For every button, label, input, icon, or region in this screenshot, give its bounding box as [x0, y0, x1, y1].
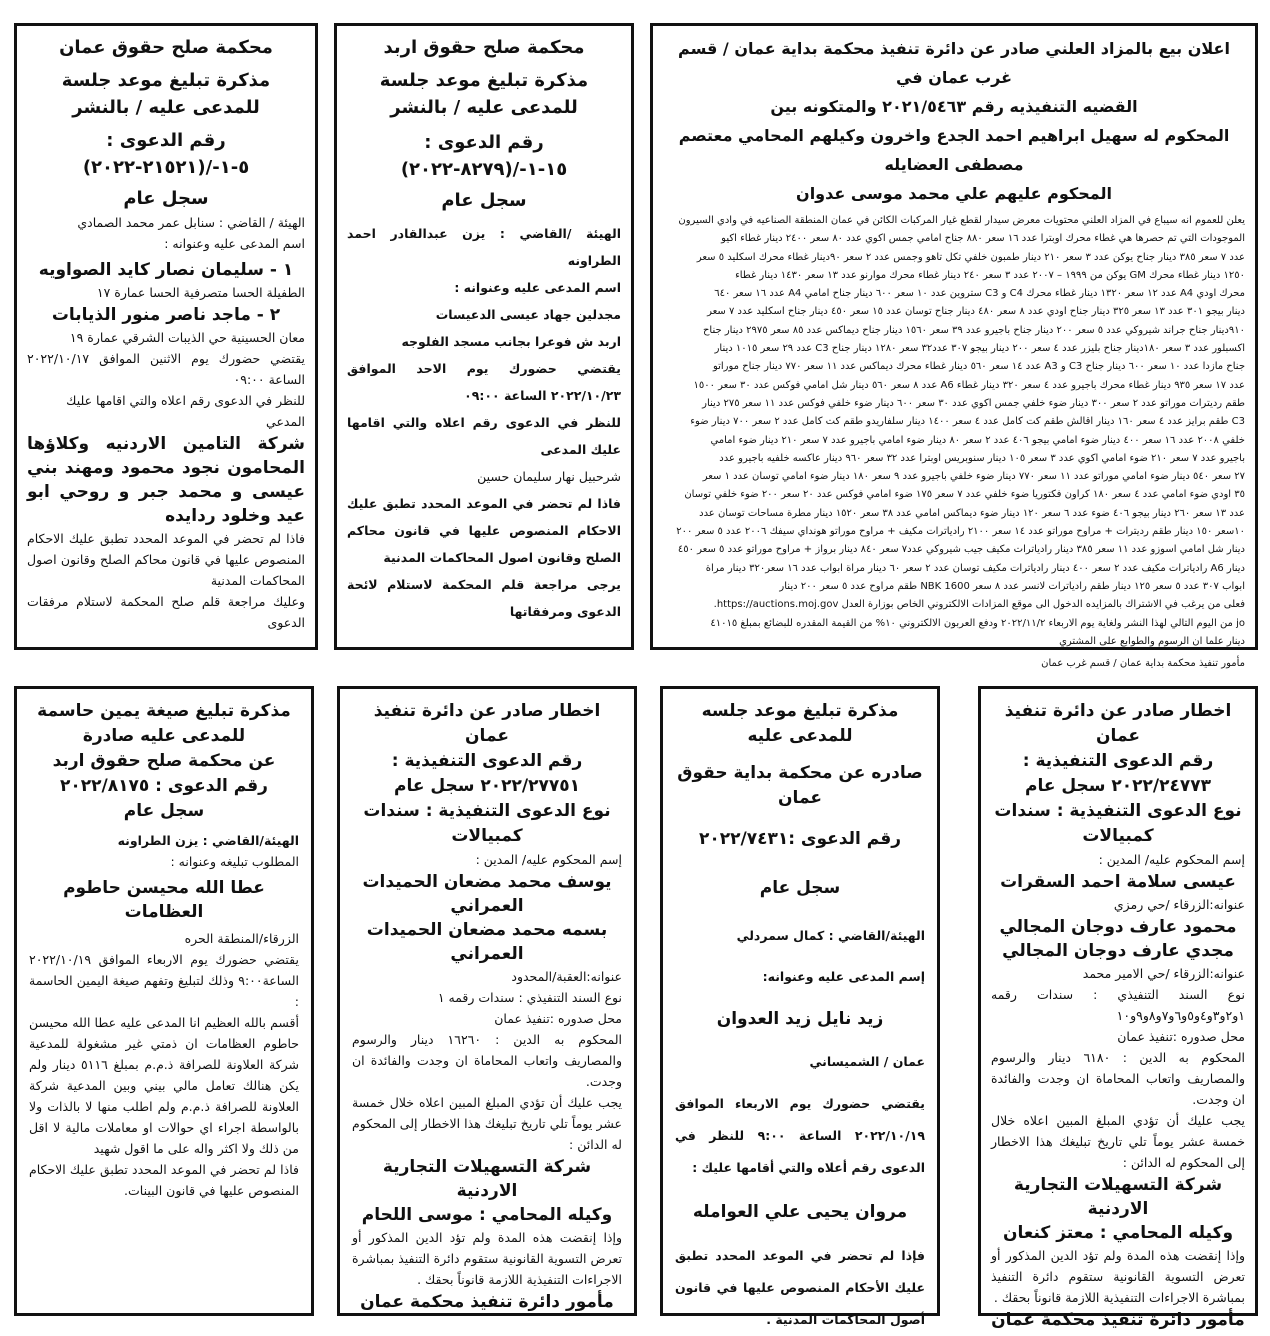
warning: فاذا لم تحضر في الموعد المحدد تطبق عليك الاحكام المنصوص عليها في قانون محاكم الصلح وقانون اصول المحاكمات المدنية	[27, 531, 305, 588]
auction-body-line: طقم رديترات موراتو عدد ٢ سعر ٣٠٠ دينار ضوء خلفي جمس اكوي عدد ٣٠ سعر ٦٠٠ دينار ضوء خلفي فوكس عدد ١١ سعر ٢٧٥ دينار	[702, 397, 1245, 409]
judge: الهيئة/القاضي : يزن الطراونه	[117, 833, 299, 848]
auction-body-line: خلفي ٢٠٠٨ عدد ١٦ سعر ٤٠٠ دينار ضوء امامي بيجو ٤٠٦ عدد ٢ سعر ٨٠ دينار ضوء امامي باجيرو عدد ٧ سعر ٢١٠ دينار ضوء امامي	[710, 434, 1245, 446]
auction-body-line: الموجودات التي تم حصرها هي غطاء محرك اوبترا عدد ١٦ سعر ٨٨٠ جناح امامي جمس اكوي عدد ٨٠ سعر ٢٤٠٠ دينار غطاء اكيو	[721, 233, 1245, 245]
review-note: يرجى مراجعة قلم المحكمة لاستلام لائحة الدعوى ومرفقاتها	[347, 577, 621, 619]
case-number: ٢٠٢٢/٢٧٧٥١ سجل عام	[393, 776, 581, 796]
debtor-address: عنوانه:الزرقاء /حي الامير محمد	[1082, 966, 1245, 981]
auction-title-line2: القضيه التنفيذيه رقم ٢٠٢١/٥٤٦٣ والمتكونه بين	[770, 97, 1138, 116]
case-number: رقم الدعوى : ٢٠٢٢/٨١٧٥	[60, 776, 268, 796]
warning: فاذا لم تحضر في الموعد المحدد تطبق عليك الاحكام المنصوص عليها في قانون محاكم الصلح وقانون اصول المحاكمات المدنية	[347, 496, 621, 565]
debtor-address: عنوانه:العقبة/المحدود	[511, 969, 622, 984]
amount: المحكوم به الدين : ٦١٨٠ دينار والرسوم والمصاريف واتعاب المحاماة ان وجدت والفائدة ان وجدت.	[991, 1050, 1245, 1107]
auction-body-line: ٩١٠دينار جناح جراند شيروكي عدد ٥ سعر ٢٠٠ دينار جناح باجيرو عدد ٣٩ سعر ١٥٦٠ دينار جناح ديماكس عدد ٨٥ سعر ٢٩٧٥ دينار جناح	[702, 324, 1245, 336]
plaintiff: شركة التامين الاردنيه وكلاؤها المحامون نجود محمود ومهند بني عيسى و محمد جبر و روحي ابو عيد وخلود ردايده	[27, 434, 305, 526]
registry: سجل عام	[759, 878, 841, 898]
warning: وإذا إنقضت هذه المدة ولم تؤد الدين المذكور أو تعرض التسوية القانونية ستقوم دائرة التنفيذ بمباشرة الاجراءات التنفيذية اللازمة قانوناً بحقك .	[352, 1230, 622, 1287]
defendant-2-address: معان الحسينية حي الذيبات الشرقي عمارة ١٩	[69, 330, 305, 345]
defendant-label: المطلوب تبليغه وعنوانه :	[170, 854, 299, 869]
warning: فاذا لم تحضر في الموعد المحدد تطبق عليك الاحكام المنصوص عليها في قانون البينات.	[29, 1162, 299, 1198]
auction-title-line1: اعلان بيع بالمزاد العلني صادر عن دائرة تنفيذ محكمة بداية عمان / قسم غرب عمان في	[678, 39, 1230, 87]
payment-instruction: يجب عليك أن تؤدي المبلغ المبين اعلاه خلال خمسة عشر يوماً تلي تاريخ تبليغك هذا الاخطار إلى المحكوم له الدائن :	[352, 1095, 622, 1152]
signature: مأمور دائرة تنفيذ محكمة عمان	[991, 1310, 1245, 1330]
plaintiff: شرحبيل نهار سليمان حسين	[477, 469, 621, 484]
auction-body-line: ٣٥ اودي ضوء امامي عدد ٤ سعر ١٨٠ كراون فكتوريا ضوء خلفي عدد ٧ سعر ١٧٥ ضوء امامي فوكس عدد ٢٠ سعر ٢٠٠ ضوء خلفي توسان	[684, 489, 1245, 501]
creditor-lawyer: وكيله المحامي : معتز كنعان	[1002, 1223, 1234, 1243]
oath-text: أقسم بالله العظيم انا المدعى عليه عطا الله محيسن حاطوم العظامات ان ذمتي غير مشغولة للمدعية شركة العلاونة للصرافة ذ.م.م بمبلغ ٥١١٦ دينار ولم يكن هنالك تعامل مالي بيني وبين المدعية شركة العلاونة للصرافة ذ.م.م ولم اطلب منها لا بالذات ولا بالواسطة اجراء اي حوالات او معاملات مالية لا اقل من ذلك ولا اكثر واله على ما اقول شهيد	[29, 1015, 299, 1156]
auction-body-line: C3 طقم برايز عدد ٤ سعر ١٦٠ دينار اقالش طقم كت كامل عدد ٤ سعر ١٤٠٠ دينار سلفاريدو طقم كت كامل عدد ٢ سعر ٧٠٠ دينار ضوء	[690, 416, 1245, 428]
court-name: محكمة صلح حقوق اربد	[383, 37, 585, 58]
debtor-label: إسم المحكوم عليه/ المدين :	[1098, 852, 1245, 867]
auction-body-line: دينار علما ان الرسوم والطوابع على المشتري	[1059, 635, 1245, 647]
execution-notice-24773	[978, 686, 1258, 1330]
defendant-name: عطا الله محيسن حاطوم العظامات	[63, 878, 265, 922]
defendant-1-address: الطفيلة الحسا متصرفية الحسا عمارة ١٧	[96, 285, 305, 300]
notice-title: مذكرة تبليغ صيغة يمين حاسمة للمدعى عليه صادرة	[37, 701, 291, 746]
defendant-label: إسم المدعى عليه وعنوانه:	[762, 969, 925, 984]
auction-body-line: jo من اليوم التالي لهذا النشر ولغاية يوم الاربعاء ٢٠٢٢/١١/٢ ودفع العربون الالكتروني ١٠% من القيمة المقدره للبضائع بمبلغ ٤١٠١٥	[710, 617, 1245, 629]
debtor-label: إسم المحكوم عليه/ المدين :	[475, 852, 622, 867]
session-notice-7431	[660, 686, 940, 1327]
debtor-name: يوسف محمد مضعان الحميدات العمراني	[362, 872, 612, 916]
auction-body-line: ابواب ٣٠٧ عدد ٥ سعر ١٢٥ دينار طقم رادياترات لانسر عدد ٨ سعر NBK 1600 طقم مراوح عدد ٥ سعر ٢٠٠ دينار	[779, 580, 1245, 592]
plaintiff: مروان يحيى علي العوامله	[692, 1202, 908, 1222]
auction-body-line: دينار A6 رادياترات مكيف عدد ٢ سعر ٤٠٠ دينار رادياترات مكيف توسان عدد ٢ سعر ٦٠ دينار مراة ابواب عدد ١٦ سعر٣٢٠ دينار مراة	[705, 562, 1245, 574]
auction-body-line: باجيرو عدد ٧ سعر ٢١٠ ضوء امامي اكوي عدد ٣ سعر ١٠٥ دينار سنوبريس اوبترا عدد ٣٢ سعر ٩٦٠ دينار عاكسه خلفيه باجيرو عدد	[719, 452, 1245, 464]
auction-body-line: ١٢٥٠ دينار غطاء محرك GM يوكن من ١٩٩٩ – ٢٠٠٧ عدد ٣ سعر ٢٤٠ دينار غطاء محرك موارنو عدد ١٣ سعر ١٤٣٠ دينار غطاء	[735, 269, 1245, 281]
issue-place: محل صدوره :تنفيذ عمان	[494, 1011, 622, 1026]
auction-title-line4: المحكوم عليهم علي محمد موسى عدوان	[796, 184, 1112, 203]
debtor-1-address: عنوانه:الزرقاء /حي رمزي	[1113, 897, 1245, 912]
issue-place: محل صدوره :تنفيذ عمان	[1117, 1029, 1245, 1044]
defendant-address: اربد ش فوعرا بجانب مسجد الفلوجه	[401, 334, 621, 349]
case-reference: للنظر في الدعوى رقم اعلاه والتي اقامها عليك المدعى	[347, 415, 621, 457]
review-note: وعليك مراجعة قلم صلح المحكمة لاستلام مرفقات الدعوى	[27, 594, 305, 630]
case-number: رقم الدعوى : ١٥-١-/(٨٢٧٩-٢٠٢٢)	[400, 132, 568, 180]
auction-body-line: ١٠سعر ١٥٠ دينار طقم رديترات + مراوح موراتو عدد ١٤ سعر ٢١٠٠ رادياترات مكيف + مراوح موراتو هونداي سيفك ٢٠٠٦ عدد ٥ سعر ٢٠٠	[676, 526, 1245, 538]
case-number: ٢٠٢٢/٢٤٧٧٣ سجل عام	[1024, 776, 1212, 796]
auction-body-line: اكسبلور عدد ٣ سعر ١٨٠دينار جناح بليزر عدد ٤ سعر ٢٠٠ دينار بيجو ٣٠٧ عدد٣٢ سعر ١٢٨٠ دينار جناح C3 عدد ٢٩ سعر ١٠١٥ دينار	[714, 343, 1245, 355]
case-type: نوع الدعوى التنفيذية : سندات كمبيالات	[994, 801, 1242, 846]
notice-title: مذكرة تبليغ موعد جلسة للمدعى عليه / بالنشر	[61, 70, 271, 118]
notice-title: مذكرة تبليغ موعد جلسه للمدعى عليه	[701, 701, 899, 746]
auction-body-line: عدد ١٧ سعر ٩٣٥ دينار غطاء محرك باجيرو عدد ٤ سعر ٣٢٠ دينار غطاء A6 عدد ٨ سعر ٥٦٠ دينار شل امامي فوكس عدد ٣٠ سعر ١٥٠٠	[693, 379, 1245, 391]
notice-title: اخطار صادر عن دائرة تنفيذ عمان	[373, 701, 601, 746]
attend-date: يقتضي حضورك يوم الاثنين الموافق ٢٠٢٢/١٠/١٧ الساعة ٠٩:٠٠	[27, 351, 305, 387]
defendant-2-name: ٢ - ماجد ناصر منور الذيابات	[51, 305, 281, 325]
auction-signature: مأمور تنفيذ محكمة بداية عمان / قسم غرب عمان	[1041, 658, 1245, 670]
issuer: عن محكمة صلح حقوق اربد	[52, 751, 276, 771]
irbid-session-notice	[334, 23, 634, 650]
attend-date: يقتضي حضورك يوم الاربعاء الموافق ٢٠٢٢/١٠/١٩ الساعة ٩:٠٠ للنظر في الدعوى رقم أعلاه والتي أقامها عليك :	[675, 1096, 926, 1175]
issuer: صادره عن محكمة بداية حقوق عمان	[677, 763, 923, 808]
execution-notice-27751	[337, 686, 637, 1316]
case-reference: للنظر في الدعوى رقم اعلاه والتي اقامها عليك المدعي	[66, 393, 305, 429]
case-label: رقم الدعوى التنفيذية :	[1022, 751, 1214, 771]
court-name: محكمة صلح حقوق عمان	[59, 37, 273, 58]
debtor-2-name: محمود عارف دوجان المجالي	[999, 917, 1237, 937]
defendant-label: اسم المدعى عليه وعنوانه :	[454, 280, 621, 295]
warning: وإذا إنقضت هذه المدة ولم تؤد الدين المذكور أو تعرض التسوية القانونية ستقوم دائرة التنفيذ بمباشرة الاجراءات التنفيذية اللازمة قانوناً بحقك .	[991, 1248, 1245, 1305]
warning: فإذا لم تحضر في الموعد المحدد تطبق عليك الأحكام المنصوص عليها في قانون أصول المحاكمات المدنية .	[675, 1248, 925, 1327]
auction-title-line3: المحكوم له سهيل ابراهيم احمد الجدع واخرون وكيلهم المحامي معتصم مصطفى العضايله	[678, 126, 1230, 174]
bond-type: نوع السند التنفيذي : سندات رقمه ١و٢و٣و٤و٥و٦و٧و٨و٩و١٠	[991, 987, 1245, 1023]
auction-body-line: ٢٧ سعر ٥٤٠ دينار ضوء امامي موراتو عدد ١١ سعر ٧٧٠ دينار ضوء خلفي باجيرو عدد ٩ سعر ١٨٠ دينار ضوء امامي توسان عدد ١ سعر	[702, 471, 1245, 483]
auction-body-line: فعلى من يرغب في الاشتراك بالمزايده الدخول الى موقع المزادات الالكتروني الخاص بوزارة العدل https://auctions.moj.gov.	[713, 599, 1245, 611]
defendant-label: اسم المدعى عليه وعنوانه :	[164, 236, 305, 251]
judge: الهيئة / القاضي : سنابل عمر محمد الصمادي	[77, 215, 305, 230]
auction-body	[663, 212, 1245, 651]
oath-notice-8175	[14, 686, 314, 1316]
defendant-1-name: ١ - سليمان نصار كايد الصواويه	[38, 260, 294, 280]
notice-title: مذكرة تبليغ موعد جلسة للمدعى عليه / بالنشر	[379, 70, 589, 118]
registry: سجل عام	[123, 801, 205, 821]
registry: سجل عام	[123, 188, 209, 209]
auction-body-line: عدد ١٣ سعر ٢٦٠ دينار بيجو ٤٠٦ ضوء عدد ٦ سعر ١٢٠ دينار ضوء ديماكس امامي عدد ٣٨ سعر ١٥٢٠ دينار مطرة مساحات توسان عدد	[699, 507, 1245, 519]
case-type: نوع الدعوى التنفيذية : سندات كمبيالات	[363, 801, 611, 846]
attend-date: يقتضي حضورك يوم الاحد الموافق ٢٠٢٢/١٠/٢٣ الساعة ٠٩:٠٠	[347, 361, 621, 403]
defendant-address: عمان / الشميساني	[809, 1054, 925, 1069]
auction-body-line: دينار شل امامي اسوزو عدد ١١ سعر ٣٨٥ دينار رادياترات مكيف جيب شيروكي عدد٧ سعر ٨٤٠ دينار برواز + مراوح موراتو عدد ٥ سعر ٤٥٠	[677, 544, 1245, 556]
case-number: رقم الدعوى :٢٠٢٢/٧٤٣١	[699, 829, 901, 849]
creditor-lawyer: وكيله المحامي : موسى اللحام	[361, 1205, 613, 1225]
auction-notice	[650, 23, 1258, 670]
case-label: رقم الدعوى التنفيذية :	[391, 751, 583, 771]
notice-title: اخطار صادر عن دائرة تنفيذ عمان	[1004, 701, 1232, 746]
creditor: شركة التسهيلات التجارية الاردنية	[382, 1157, 592, 1201]
defendant-name: مجدلين جهاد عيسى الدعيسات	[435, 307, 621, 322]
amman-session-notice	[14, 23, 318, 650]
judge: الهيئة /القاضي : يزن عبدالقادر احمد الطراونه	[347, 226, 621, 268]
attend-date: يقتضي حضورك يوم الاربعاء الموافق ٢٠٢٢/١٠/١٩ الساعة٩:٠٠ وذلك لتبليغ وتفهم صيغة اليمين الحاسمة :	[29, 952, 299, 1009]
payment-instruction: يجب عليك أن تؤدي المبلغ المبين اعلاه خلال خمسة عشر يوماً تلي تاريخ تبليغك هذا الاخطار إلى المحكوم له الدائن :	[991, 1113, 1245, 1170]
auction-body-line: يعلن للعموم انه سيباع في المزاد العلني محتويات معرض سيدار لقطع غيار المركبات الكائن في عمان المنطقة الصناعيه في وادي السيرون	[678, 215, 1245, 226]
judge: الهيئة/القاضي : كمال سمردلي	[736, 928, 925, 943]
registry: سجل عام	[441, 190, 527, 211]
defendant-address: الزرقاء/المنطقة الحره	[184, 931, 299, 946]
bond-type: نوع السند التنفيذي : سندات رقمه ١	[437, 990, 622, 1005]
debtor-alias: بسمه محمد مضعان الحميدات العمراني	[366, 920, 608, 964]
debtor-3-name: مجدي عارف دوجان المجالي	[1002, 941, 1234, 961]
auction-body-line: دينار بيجو ٣٠١ عدد ١٣ سعر ٣٢٥ دينار جناح اودي عدد ٨ سعر ٤٨٠ دينار جناح توسان عدد ١٥ سعر ٤٥٠ دينار جناح اسكليد عدد ٧ سعر	[707, 306, 1245, 318]
case-number: رقم الدعوى : ٥-١-/(٢١٥٢١-٢٠٢٢)	[82, 130, 250, 178]
debtor-1-name: عيسى سلامة احمد السقرات	[1000, 872, 1236, 892]
defendant-name: زيد نايل زيد العدوان	[716, 1009, 884, 1029]
auction-body-line: محرك اودي A4 عدد ١٢ سعر ١٣٢٠ دينار غطاء محرك C4 و C3 ستروين عدد ١٠ سعر ٦٠٠ دينار جناح امامي A4 عدد ١٦ سعر ٦٤٠	[714, 288, 1245, 300]
auction-body-line: عدد ٧ سعر ٣٨٥ دينار جناح يوكن عدد ٣ سعر ٢١٠ دينار طمبون خلفي تكل تاهو وجمس عدد ٢ سعر ٩٠دينار غطاء محرك اسكليد ٥ سعر	[696, 251, 1245, 263]
auction-body-line: جناح مازدا عدد ١٠ سعر ٦٠٠ دينار جناح C3 و A3 عدد ١٤ سعر ٥٦٠ دينار غطاء محرك ديماكس عدد ١١ سعر ٧٧٠ دينار جناح موراتو	[712, 361, 1245, 373]
signature: مأمور دائرة تنفيذ محكمة عمان	[360, 1292, 614, 1312]
creditor: شركة التسهيلات التجارية الاردنية	[1013, 1175, 1223, 1219]
amount: المحكوم به الدين : ١٦٢٦٠ دينار والرسوم والمصاريف واتعاب المحاماة ان وجدت والفائدة ان وجدت.	[352, 1032, 622, 1089]
